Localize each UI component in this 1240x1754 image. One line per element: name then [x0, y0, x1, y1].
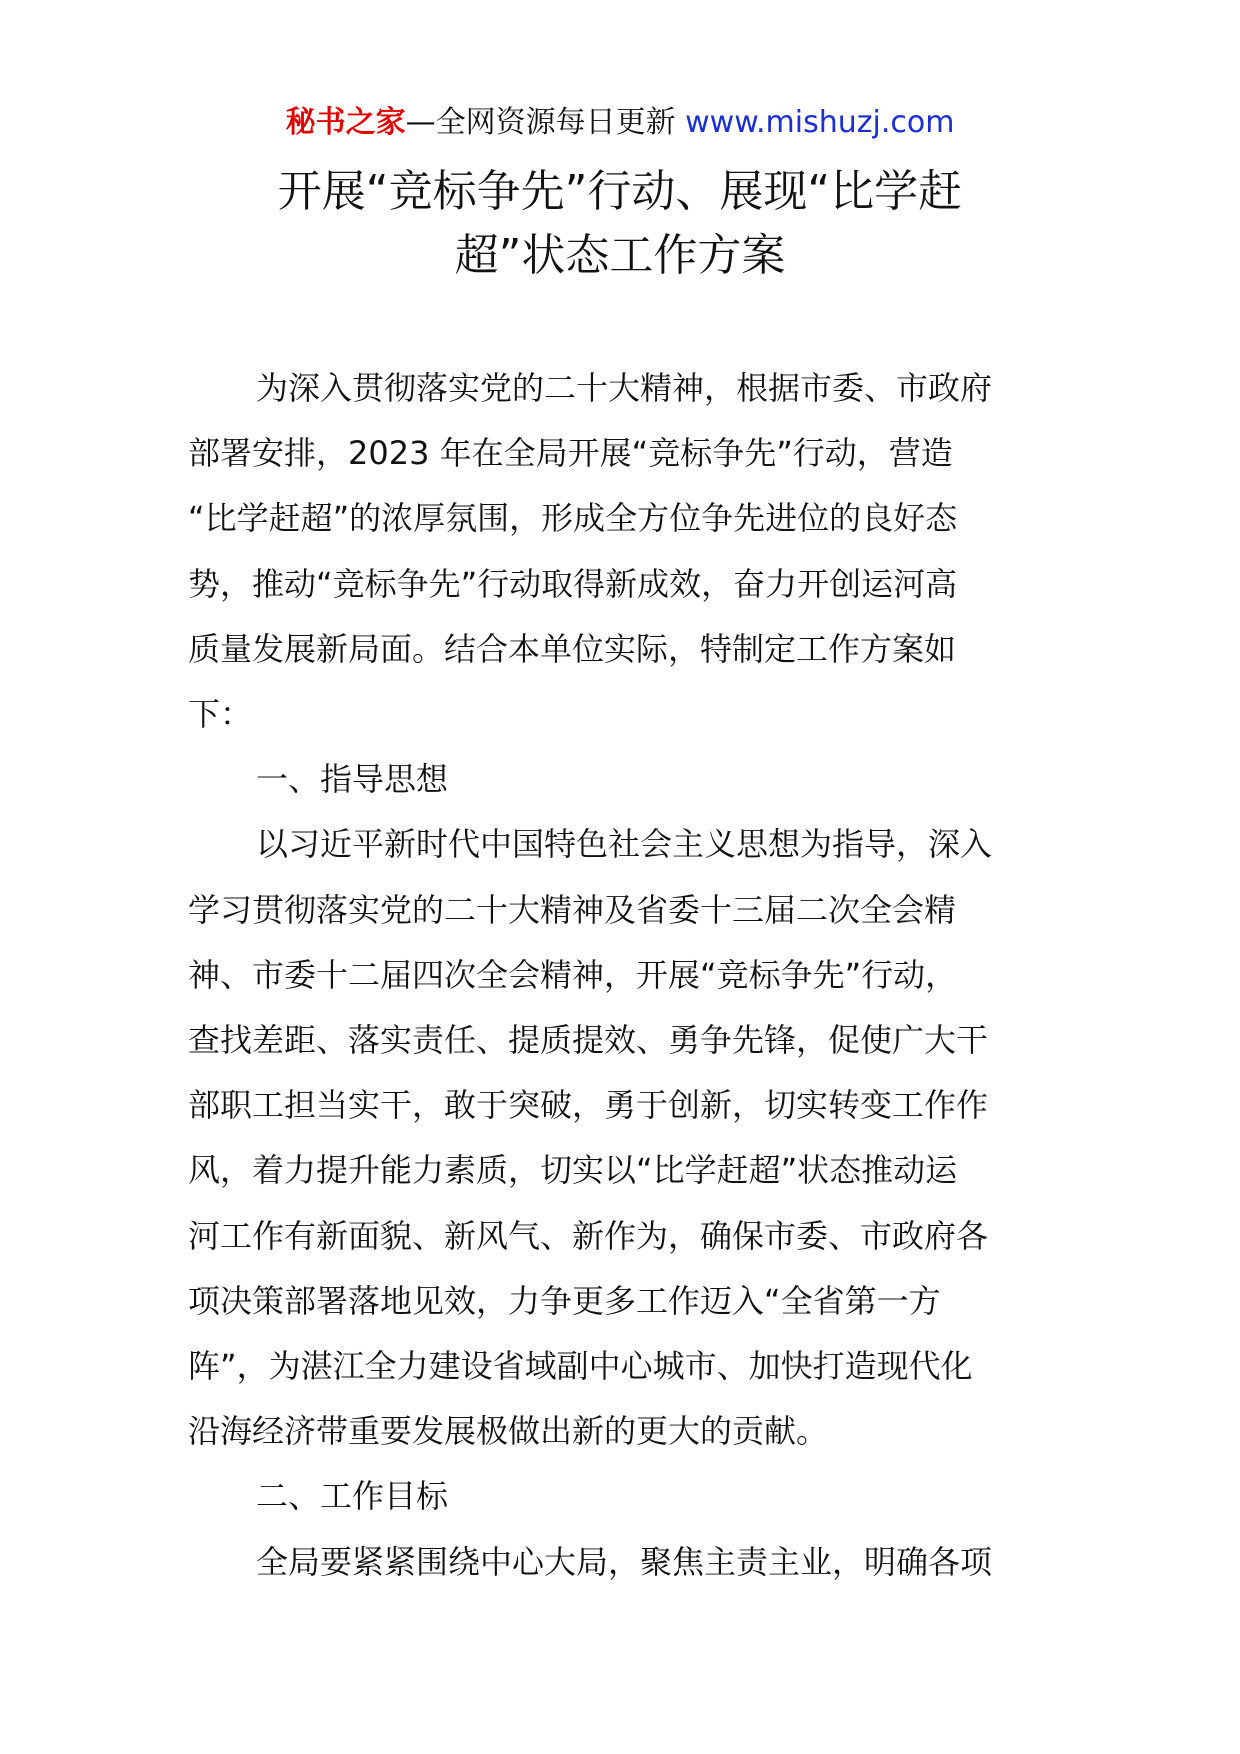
section-heading: 一、指导思想 [256, 760, 449, 799]
section1-paragraph [188, 812, 1056, 1464]
paragraph-line: 项决策部署落地见效，力争更多工作迈入“全省第一方 [188, 1281, 941, 1320]
document-body [188, 356, 1056, 1595]
paragraph-line: “比学赶超”的浓厚氛围，形成全方位争先进位的良好态 [188, 499, 958, 538]
paragraph-line: 学习贯彻落实党的二十大精神及省委十三届二次全会精 [188, 890, 957, 929]
paragraph-line: 查找差距、落实责任、提质提效、勇争先锋，促使广大干 [188, 1021, 989, 1060]
section-heading: 二、工作目标 [256, 1477, 449, 1516]
site-url-link[interactable]: www.mishuzj.com [685, 105, 955, 140]
paragraph-line: 阵”，为湛江全力建设省域副中心城市、加快打造现代化 [188, 1347, 973, 1386]
site-header [0, 98, 1240, 148]
paragraph-line: 神、市委十二届四次全会精神，开展“竞标争先”行动， [188, 955, 958, 994]
paragraph-line: 质量发展新局面。结合本单位实际，特制定工作方案如 [188, 629, 957, 668]
section-heading-guiding-ideology [188, 747, 1056, 812]
intro-paragraph [188, 356, 1056, 747]
paragraph-line: 下： [188, 695, 253, 734]
paragraph-line: 为深入贯彻落实党的二十大精神，根据市委、市政府 [256, 369, 993, 407]
paragraph-line: 风，着力提升能力素质，切实以“比学赶超”状态推动运 [188, 1151, 958, 1190]
paragraph-line: 部署安排，2023 年在全局开展“竞标争先”行动，营造 [188, 434, 953, 473]
title-line: 超”状态工作方案 [454, 230, 786, 281]
document-title [0, 160, 1240, 288]
paragraph-line: 沿海经济带重要发展极做出新的更大的贡献。 [188, 1412, 829, 1451]
section2-paragraph [188, 1530, 1056, 1595]
site-brand: 秘书之家 [285, 105, 406, 140]
paragraph-line: 河工作有新面貌、新风气、新作为，确保市委、市政府各 [188, 1216, 989, 1255]
paragraph-line: 以习近平新时代中国特色社会主义思想为指导，深入 [256, 825, 993, 864]
paragraph-line: 全局要紧紧围绕中心大局，聚焦主责主业，明确各项 [256, 1542, 993, 1581]
paragraph-line: 势，推动“竞标争先”行动取得新成效，奋力开创运河高 [188, 564, 958, 603]
paragraph-line: 部职工担当实干，敢于突破，勇于创新，切实转变工作作 [188, 1086, 989, 1125]
title-line: 开展“竞标争先”行动、展现“比学赶 [277, 166, 963, 217]
site-tagline: —全网资源每日更新 [405, 105, 676, 140]
section-heading-work-goals [188, 1464, 1056, 1529]
